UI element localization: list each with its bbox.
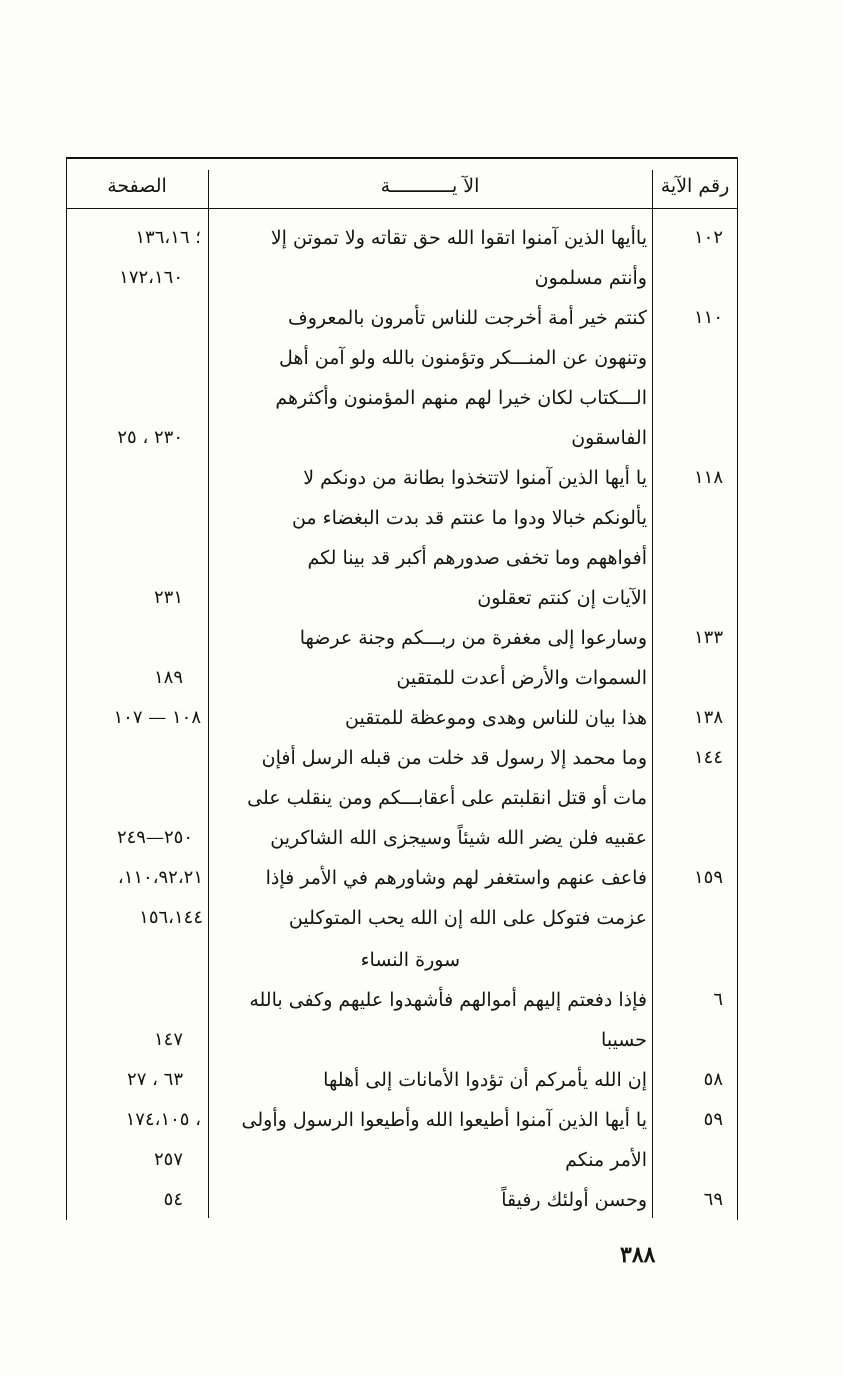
ayah-number: ١٤٤: [693, 747, 723, 768]
ayah-text-line: هذا بيان للناس وهدى وموعظة للمتقين: [345, 707, 647, 729]
page-reference: ٢٣١: [153, 587, 183, 608]
ayah-text-line: فاعف عنهم واستغفر لهم وشاورهم في الأمر فإذا: [265, 867, 647, 889]
ayah-text-line: وأنتم مسلمون: [534, 267, 647, 289]
page-reference: ١١٠،٩٢،٢١،: [117, 867, 203, 888]
ayah-text-line: حسيبا: [601, 1029, 647, 1051]
ayah-text-line: الأمر منكم: [565, 1149, 647, 1171]
ayah-number: ١٠٢: [693, 227, 723, 248]
page-reference: ١٥٦،١٤٤: [139, 907, 203, 928]
page-reference: ١٤٧: [153, 1029, 183, 1050]
table-top-rule: [66, 157, 737, 159]
ayah-text-line: يا أيها الذين آمنوا أطيعوا الله وأطيعوا الرسول وأولى: [241, 1109, 647, 1131]
header-ayah: الآ يـــــــــــة: [380, 175, 480, 197]
ayah-number: ١٣٨: [693, 707, 723, 728]
ayah-text-line: وسارعوا إلى مغفرة من ربـــكم وجنة عرضها: [299, 627, 647, 649]
page-reference: ؛ ١٣٦،١٦: [135, 227, 201, 248]
ayah-number: ٥٨: [703, 1069, 723, 1090]
header-page: الصفحة: [107, 175, 167, 197]
ayah-text-line: عقبيه فلن يضر الله شيئاً وسيجزى الله الشاكرين: [270, 827, 647, 849]
ayah-text-line: كنتم خير أمة أخرجت للناس تأمرون بالمعروف: [288, 307, 647, 329]
page-reference: ٢٣٠ ، ٢٥: [117, 427, 183, 448]
page-reference: ٦٣ ، ٢٧: [127, 1069, 183, 1090]
ayah-text-line: إن الله يأمركم أن تؤدوا الأمانات إلى أهلها: [323, 1069, 647, 1091]
ayah-text-line: الـــكتاب لكان خيرا لهم منهم المؤمنون وأكثرهم: [275, 387, 647, 409]
ayah-number: ١٥٩: [693, 867, 723, 888]
ayah-number: ٦٩: [703, 1189, 723, 1210]
sura-heading: سورة النساء: [360, 949, 460, 971]
right-border: [737, 157, 738, 1220]
ayah-text-line: الآيات إن كنتم تعقلون: [477, 587, 647, 609]
ayah-number: ١١٠: [693, 307, 723, 328]
ayah-text-line: الفاسقون: [571, 427, 647, 449]
ayah-text-line: يألونكم خبالا ودوا ما عنتم قد بدت البغضاء من: [291, 507, 647, 529]
divider-ayah-column: [652, 170, 653, 1218]
ayah-text-line: أفواههم وما تخفى صدورهم أكبر قد بينا لكم: [307, 547, 647, 569]
ayah-text-line: وحسن أولئك رفيقاً: [501, 1189, 647, 1211]
ayah-number: ١٣٣: [693, 627, 723, 648]
page-reference: ، ١٧٤،١٠٥: [125, 1109, 201, 1130]
ayah-text-line: عزمت فتوكل على الله إن الله يحب المتوكلين: [288, 907, 647, 929]
ayah-text-line: السموات والأرض أعدت للمتقين: [396, 667, 647, 689]
ayah-number: ٥٩: [703, 1109, 723, 1130]
header-ayah-number: رقم الآية: [660, 175, 730, 197]
divider-page-column: [208, 170, 209, 1218]
left-border: [66, 157, 67, 1220]
ayah-text-line: وتنهون عن المنـــكر وتؤمنون بالله ولو آمن أهل: [279, 347, 647, 369]
ayah-number: ١١٨: [693, 467, 723, 488]
ayah-number: ٦: [713, 989, 723, 1010]
page-reference: ٥٤: [163, 1189, 183, 1210]
ayah-text-line: ياأيها الذين آمنوا اتقوا الله حق تقاته ولا تموتن إلا: [270, 227, 647, 249]
page-number: ٣٨٨: [620, 1242, 656, 1268]
ayah-text-line: مات أو قتل انقلبتم على أعقابـــكم ومن ينقلب على: [247, 787, 647, 809]
page-reference: ١٨٩: [153, 667, 183, 688]
ayah-text-line: وما محمد إلا رسول قد خلت من قبله الرسل أفإن: [261, 747, 647, 769]
page-reference: ١٧٢،١٦٠: [119, 267, 183, 288]
page-reference: ١٠٨ — ١٠٧: [113, 707, 201, 728]
page-reference: ٢٥٠—٢٤٩: [116, 827, 193, 848]
header-rule: [66, 208, 737, 209]
ayah-text-line: فإذا دفعتم إليهم أموالهم فأشهدوا عليهم وكفى بالله: [249, 989, 647, 1011]
ayah-text-line: يا أيها الذين آمنوا لاتتخذوا بطانة من دونكم لا: [303, 467, 647, 489]
page-reference: ٢٥٧: [153, 1149, 183, 1170]
